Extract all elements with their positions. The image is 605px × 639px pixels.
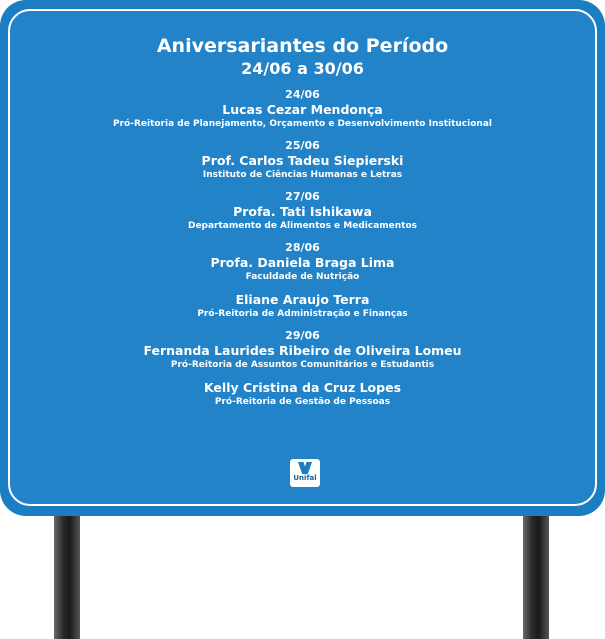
- entry-department: Faculdade de Nutrição: [245, 272, 360, 282]
- entry-name: Lucas Cezar Mendonça: [222, 102, 383, 117]
- birthday-entry: [0, 88, 605, 131]
- sign-post-right: [523, 510, 549, 639]
- entry-date: 28/06: [285, 241, 320, 254]
- unifal-logo-icon: [298, 462, 312, 474]
- birthday-entry: [0, 329, 605, 372]
- entry-date: 25/06: [285, 139, 320, 152]
- entry-department: Pró-Reitoria de Gestão de Pessoas: [214, 397, 391, 407]
- birthday-entry: [0, 292, 605, 321]
- entry-name: Kelly Cristina da Cruz Lopes: [203, 380, 402, 395]
- entry-name: Prof. Carlos Tadeu Siepierski: [201, 153, 404, 168]
- entry-name: Profa. Tati Ishikawa: [233, 204, 372, 219]
- sign-title: Aniversariantes do Período: [156, 35, 449, 57]
- entry-department: Pró-Reitoria de Administração e Finanças: [197, 309, 408, 319]
- birthday-entry: [0, 139, 605, 182]
- entry-department: Pró-Reitoria de Assuntos Comunitários e Estudantis: [170, 360, 435, 370]
- entry-department: Departamento de Alimentos e Medicamentos: [187, 221, 418, 231]
- birthday-entry: [0, 190, 605, 233]
- entry-department: Instituto de Ciências Humanas e Letras: [202, 170, 403, 180]
- unifal-logo: [290, 459, 320, 487]
- logo-text: Unifal: [293, 474, 317, 482]
- entry-name: Profa. Daniela Braga Lima: [210, 255, 395, 270]
- entry-date: 24/06: [285, 88, 320, 101]
- entry-date: 29/06: [285, 329, 320, 342]
- entry-date: 27/06: [285, 190, 320, 203]
- birthday-entry: [0, 241, 605, 284]
- entry-name: Fernanda Laurides Ribeiro de Oliveira Lomeu: [143, 343, 462, 358]
- entry-department: Pró-Reitoria de Planejamento, Orçamento e Desenvolvimento Institucional: [113, 119, 492, 129]
- entry-name: Eliane Araujo Terra: [235, 292, 370, 307]
- sign-subtitle: 24/06 a 30/06: [241, 59, 364, 78]
- birthday-entry: [0, 380, 605, 409]
- sign-post-left: [54, 510, 80, 639]
